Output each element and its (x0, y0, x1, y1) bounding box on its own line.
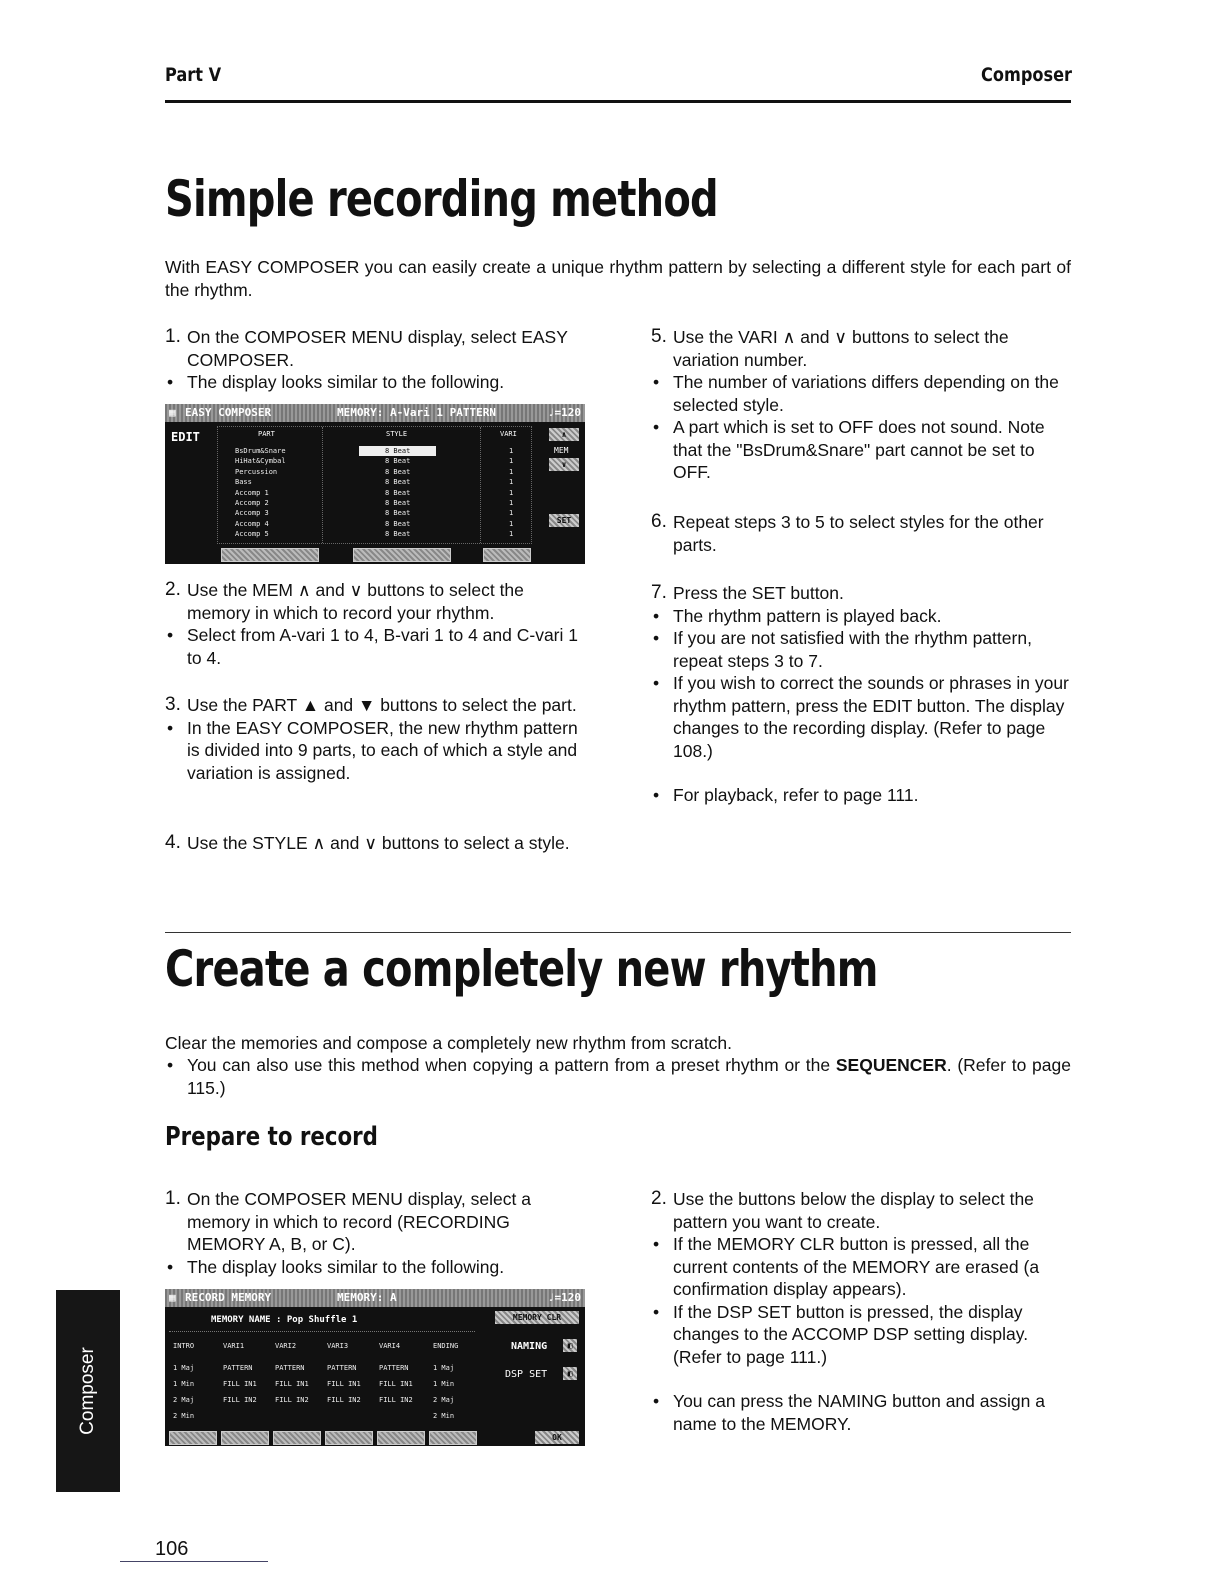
grid-cell[interactable]: 1 Maj (433, 1364, 455, 1372)
display-title-bar (165, 404, 585, 422)
step-bullet: • If you are not satisfied with the rhythm pattern, repeat steps 3 to 7. (651, 627, 1071, 672)
grid-cell[interactable]: FILL IN2 (223, 1396, 257, 1404)
section2-bullet-post: . (Refer to page 115.) (187, 1055, 1071, 1098)
step-text: On the COMPOSER MENU display, select a memory in which to record (RECORDING MEMORY A, B, or C). (187, 1189, 531, 1254)
style-cell: 8 Beat (385, 519, 411, 528)
dsp-set-label: DSP SET (505, 1369, 548, 1380)
step-bullet: • In the EASY COMPOSER, the new rhythm pattern is divided into 9 parts, to each of which a style and variation is assigned. (165, 717, 585, 785)
step-number: 5. (651, 326, 667, 347)
display-tempo: ♩=120 (547, 406, 581, 419)
header-section: Composer (981, 64, 1072, 86)
grid-header: VARI1 (223, 1342, 245, 1350)
intro-knob[interactable] (169, 1431, 217, 1445)
vari-cell: 1 (509, 519, 514, 528)
ending-knob[interactable] (429, 1431, 477, 1445)
header-part: Part V (165, 64, 222, 86)
section-divider (165, 932, 1071, 933)
step-2 (165, 579, 585, 669)
section1-title: Simple recording method (165, 170, 718, 228)
step-text: On the COMPOSER MENU display, select EASY COMPOSER. (187, 327, 568, 370)
grid-cell[interactable]: 2 Maj (433, 1396, 455, 1404)
vari-cell: 1 (509, 467, 514, 476)
step-bullet: • The display looks similar to the following. (165, 371, 585, 394)
display-title-bar (165, 1289, 585, 1307)
vari-select-knob[interactable] (483, 548, 531, 562)
step-6 (651, 511, 1071, 556)
grid-cell[interactable]: PATTERN (379, 1364, 409, 1372)
display-memory: MEMORY: A-Vari 1 PATTERN (337, 406, 496, 419)
edit-label: EDIT (171, 430, 200, 444)
grid-cell[interactable]: FILL IN1 (327, 1380, 361, 1388)
prepare-step-1 (165, 1188, 585, 1278)
grid-header: VARI3 (327, 1342, 349, 1350)
col-style-header: STYLE (386, 430, 408, 438)
display-title: EASY COMPOSER (185, 406, 272, 419)
grid-cell[interactable]: 1 Min (433, 1380, 455, 1388)
section2-bullet (165, 1054, 1071, 1099)
ok-button[interactable]: OK (535, 1431, 579, 1444)
display-icon: ▦ (169, 1291, 176, 1304)
part-cell: BsDrum&Snare (235, 447, 286, 455)
grid-cell[interactable]: 2 Min (173, 1412, 195, 1420)
memory-name-line: MEMORY NAME : Pop Shuffle 1 (211, 1315, 358, 1325)
display-tempo: ♩=120 (547, 1291, 581, 1304)
style-cell: 8 Beat (385, 478, 411, 487)
grid-cell[interactable]: FILL IN2 (275, 1396, 309, 1404)
memory-clr-button[interactable]: MEMORY CLR (495, 1311, 579, 1324)
step-5 (651, 326, 1071, 484)
display-icon: ▦ (169, 406, 176, 419)
grid-cell[interactable]: FILL IN2 (379, 1396, 413, 1404)
part-cell: Percussion (235, 467, 278, 476)
col-part-header: PART (258, 430, 275, 438)
step-text: Use the MEM ∧ and ∨ buttons to select the memory in which to record your rhythm. (187, 580, 524, 623)
step-bullet: • If the DSP SET button is pressed, the display changes to the ACCOMP DSP setting display. (Refer to page 111.) (651, 1301, 1071, 1369)
grid-header: VARI4 (379, 1342, 401, 1350)
step-number: 6. (651, 511, 667, 532)
step-bullet: • If you wish to correct the sounds or phrases in your rhythm pattern, press the EDIT button. The display changes to the recording display. (Refer to page 108.) (651, 672, 1071, 762)
grid-cell[interactable]: PATTERN (223, 1364, 253, 1372)
step-7 (651, 582, 1071, 807)
step-text: Repeat steps 3 to 5 to select styles for the other parts. (673, 512, 1044, 555)
step-text: Use the STYLE ∧ and ∨ buttons to select a style. (187, 833, 570, 853)
step-number: 2. (651, 1188, 667, 1209)
grid-header: VARI2 (275, 1342, 297, 1350)
sequencer-term: SEQUENCER (835, 1055, 947, 1075)
part-cell: Bass (235, 478, 252, 487)
vari-cell: 1 (509, 530, 514, 539)
vari-cell: 1 (509, 457, 514, 466)
grid-cell[interactable]: PATTERN (275, 1364, 305, 1372)
step-number: 7. (651, 582, 667, 603)
part-select-knob[interactable] (221, 548, 319, 562)
step-text: Use the buttons below the display to select the pattern you want to create. (673, 1189, 1034, 1232)
style-select-knob[interactable] (353, 548, 451, 562)
mem-up-button[interactable]: ∧ (549, 428, 579, 441)
naming-label: NAMING (511, 1341, 548, 1352)
part-cell: Accomp 2 (235, 499, 269, 507)
step-bullet: • A part which is set to OFF does not sound. Note that the "BsDrum&Snare" part cannot be set to OFF. (651, 416, 1071, 484)
step-bullet: • The rhythm pattern is played back. (651, 605, 1071, 628)
style-cell: 8 Beat (385, 499, 411, 507)
step-bullet: • You can press the NAMING button and assign a name to the MEMORY. (651, 1390, 1071, 1435)
grid-cell[interactable]: FILL IN1 (275, 1380, 309, 1388)
style-cell: 8 Beat (359, 446, 436, 456)
easy-composer-display (165, 404, 585, 564)
grid-header: ENDING (433, 1342, 459, 1350)
part-cell: Accomp 3 (235, 509, 269, 518)
display-memory: MEMORY: A (337, 1291, 397, 1304)
vari2-knob[interactable] (273, 1431, 321, 1445)
naming-button[interactable]: ◧ (563, 1339, 577, 1352)
step-bullet: • The display looks similar to the following. (165, 1256, 585, 1279)
part-cell: Accomp 4 (235, 519, 269, 528)
style-cell: 8 Beat (385, 509, 411, 518)
grid-cell[interactable]: 1 Maj (173, 1364, 195, 1372)
section1-intro: With EASY COMPOSER you can easily create a unique rhythm pattern by selecting a different style for each part of the rhythm. (165, 257, 1071, 300)
step-number: 3. (165, 694, 181, 715)
step-text: Use the VARI ∧ and ∨ buttons to select the variation number. (673, 327, 1009, 370)
mem-down-button[interactable]: ∨ (549, 458, 579, 471)
style-cell: 8 Beat (385, 530, 411, 539)
step-3 (165, 694, 585, 784)
step-bullet: • The number of variations differs depending on the selected style. (651, 371, 1071, 416)
section2-title: Create a completely new rhythm (165, 940, 878, 998)
vari-cell: 1 (509, 509, 514, 518)
part-cell: Accomp 5 (235, 530, 269, 539)
header-rule (165, 100, 1071, 103)
prepare-subtitle: Prepare to record (165, 1122, 378, 1152)
step-bullet: • If the MEMORY CLR button is pressed, all the current contents of the MEMORY are erased (a confirmation display appears). (651, 1233, 1071, 1301)
grid-cell[interactable]: 2 Maj (173, 1396, 195, 1404)
style-cell: 8 Beat (385, 467, 411, 476)
dsp-set-button[interactable]: ◧ (563, 1367, 577, 1380)
style-cell: 8 Beat (385, 488, 411, 497)
display-title: RECORD MEMORY (185, 1291, 272, 1304)
col-vari-header: VARI (500, 430, 517, 438)
vari4-knob[interactable] (377, 1431, 425, 1445)
vari-cell: 1 (509, 478, 514, 487)
step-number: 4. (165, 832, 181, 853)
grid-cell[interactable]: 1 Min (173, 1380, 195, 1388)
section2-bullet-pre: You can also use this method when copying a pattern from a preset rhythm or the (187, 1055, 836, 1075)
step-bullet: • For playback, refer to page 111. (651, 784, 1071, 807)
side-tab-label: Composer (77, 1347, 98, 1435)
set-button[interactable]: SET (549, 514, 579, 527)
vari3-knob[interactable] (325, 1431, 373, 1445)
vari-cell: 1 (509, 447, 514, 455)
section2-intro: Clear the memories and compose a completely new rhythm from scratch. (165, 1033, 733, 1053)
vari-cell: 1 (509, 499, 514, 507)
vari1-knob[interactable] (221, 1431, 269, 1445)
style-cell: 8 Beat (385, 457, 411, 466)
step-4 (165, 832, 585, 855)
step-text: Press the SET button. (673, 583, 844, 603)
step-number: 2. (165, 579, 181, 600)
vari-cell: 1 (509, 488, 514, 497)
step-bullet: • Select from A-vari 1 to 4, B-vari 1 to 4 and C-vari 1 to 4. (165, 624, 585, 669)
grid-cell[interactable]: FILL IN1 (223, 1380, 257, 1388)
mem-label: MEM (554, 446, 569, 455)
grid-header: INTRO (173, 1342, 195, 1350)
prepare-step-2 (651, 1188, 1071, 1435)
grid-cell[interactable]: FILL IN1 (379, 1380, 413, 1388)
grid-cell[interactable]: PATTERN (327, 1364, 357, 1372)
step-number: 1. (165, 326, 181, 347)
part-cell: Accomp 1 (235, 488, 269, 497)
page-number-rule (120, 1561, 268, 1562)
step-number: 1. (165, 1188, 181, 1209)
record-memory-display (165, 1289, 585, 1446)
page-number: 106 (155, 1538, 189, 1560)
side-tab (56, 1290, 120, 1492)
grid-cell[interactable]: 2 Min (433, 1412, 455, 1420)
step-1 (165, 326, 585, 394)
part-cell: HiHat&Cymbal (235, 457, 286, 466)
grid-cell[interactable]: FILL IN2 (327, 1396, 361, 1404)
step-text: Use the PART ▲ and ▼ buttons to select the part. (187, 695, 577, 715)
